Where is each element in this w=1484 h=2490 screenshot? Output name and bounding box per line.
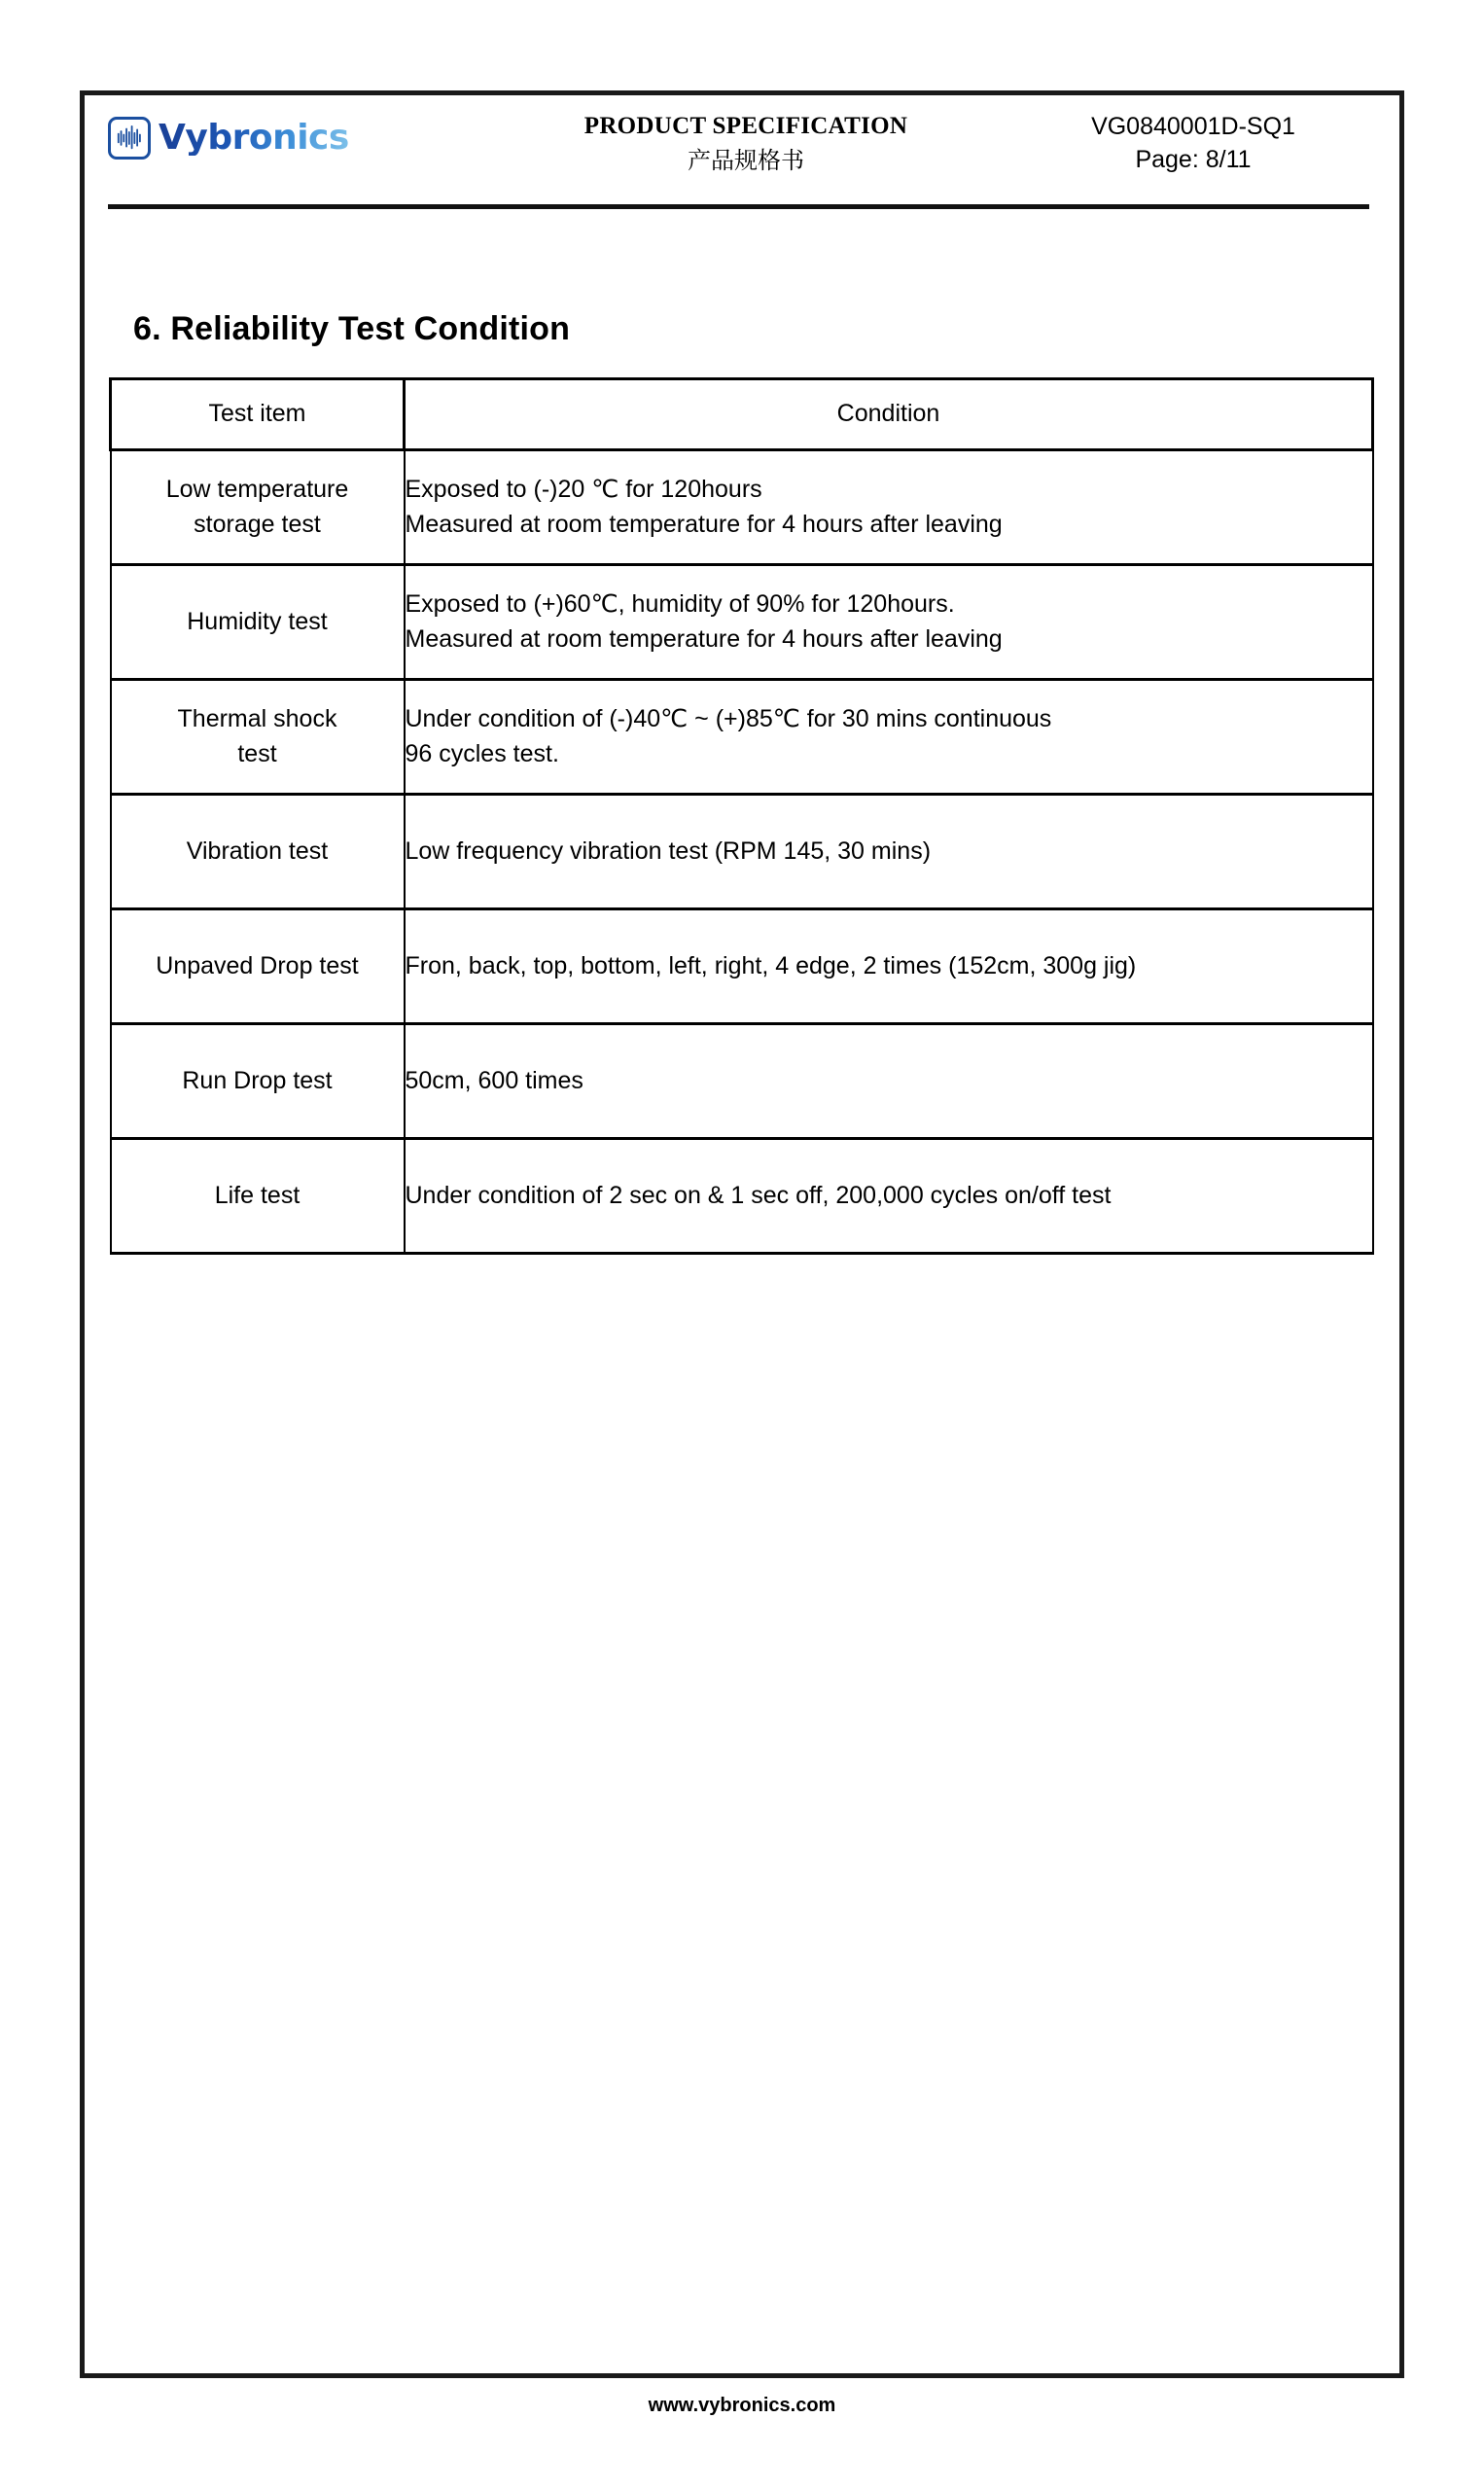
item-line: Low temperature <box>165 476 349 503</box>
cell-test-item <box>111 795 405 909</box>
condition-line: Low frequency vibration test (RPM 145, 30 mins) <box>405 836 932 865</box>
cell-test-item <box>111 565 405 680</box>
cell-condition <box>405 450 1373 565</box>
item-line: test <box>237 739 277 767</box>
company-logo-text: Vybronics <box>159 118 349 158</box>
document-title-cn: 产品规格书 <box>688 147 804 175</box>
condition-line: 96 cycles test. <box>405 739 559 767</box>
cell-condition <box>405 565 1373 680</box>
condition-line: Measured at room temperature for 4 hours after leaving <box>405 510 1003 538</box>
condition-line: 50cm, 600 times <box>405 1066 583 1094</box>
table-header-row <box>111 379 1373 450</box>
reliability-test-table <box>109 377 1374 1255</box>
condition-line: Exposed to (-)20 ℃ for 120hours <box>405 476 762 503</box>
document-title-block <box>503 111 989 177</box>
header-divider <box>108 204 1369 209</box>
condition-line: Fron, back, top, bottom, left, right, 4 edge, 2 times (152cm, 300g jig) <box>405 951 1137 979</box>
table-row <box>111 680 1373 795</box>
waveform-icon <box>108 117 151 160</box>
cell-condition <box>405 1024 1373 1139</box>
document-title-en: PRODUCT SPECIFICATION <box>583 113 908 139</box>
document-header <box>85 95 1399 210</box>
company-logo <box>108 117 349 160</box>
document-number: VG0840001D-SQ1 <box>1091 113 1295 140</box>
table-row <box>111 909 1373 1024</box>
item-line: storage test <box>194 510 321 538</box>
cell-condition <box>405 795 1373 909</box>
cell-condition <box>405 680 1373 795</box>
item-line: Unpaved Drop test <box>156 951 359 979</box>
table-row <box>111 795 1373 909</box>
condition-line: Under condition of 2 sec on & 1 sec off, 200,000 cycles on/off test <box>405 1181 1112 1209</box>
table-header <box>111 379 1373 450</box>
column-header-test-item: Test item <box>111 379 405 450</box>
document-meta-block <box>1018 111 1368 177</box>
cell-test-item <box>111 909 405 1024</box>
condition-line: Measured at room temperature for 4 hours after leaving <box>405 624 1003 653</box>
condition-line: Exposed to (+)60℃, humidity of 90% for 120hours. <box>405 590 955 618</box>
table-row <box>111 1139 1373 1254</box>
table-row <box>111 565 1373 680</box>
table-row <box>111 450 1373 565</box>
column-header-condition: Condition <box>405 379 1373 450</box>
condition-line: Under condition of (-)40℃ ~ (+)85℃ for 30 mins continuous <box>405 705 1052 732</box>
item-line: Thermal shock <box>177 705 337 732</box>
section-heading: 6. Reliability Test Condition <box>133 309 571 347</box>
item-line: Run Drop test <box>182 1066 333 1094</box>
cell-test-item <box>111 450 405 565</box>
page-number: Page: 8/11 <box>1135 145 1252 173</box>
cell-condition <box>405 1139 1373 1254</box>
table-row <box>111 1024 1373 1139</box>
item-line: Vibration test <box>186 836 329 865</box>
item-line: Life test <box>214 1181 300 1209</box>
cell-condition <box>405 909 1373 1024</box>
table-body <box>111 450 1373 1254</box>
cell-test-item <box>111 1024 405 1139</box>
cell-test-item <box>111 1139 405 1254</box>
page-frame <box>80 90 1404 2378</box>
footer-website: www.vybronics.com <box>648 2395 836 2416</box>
cell-test-item <box>111 680 405 795</box>
item-line: Humidity test <box>187 607 328 635</box>
